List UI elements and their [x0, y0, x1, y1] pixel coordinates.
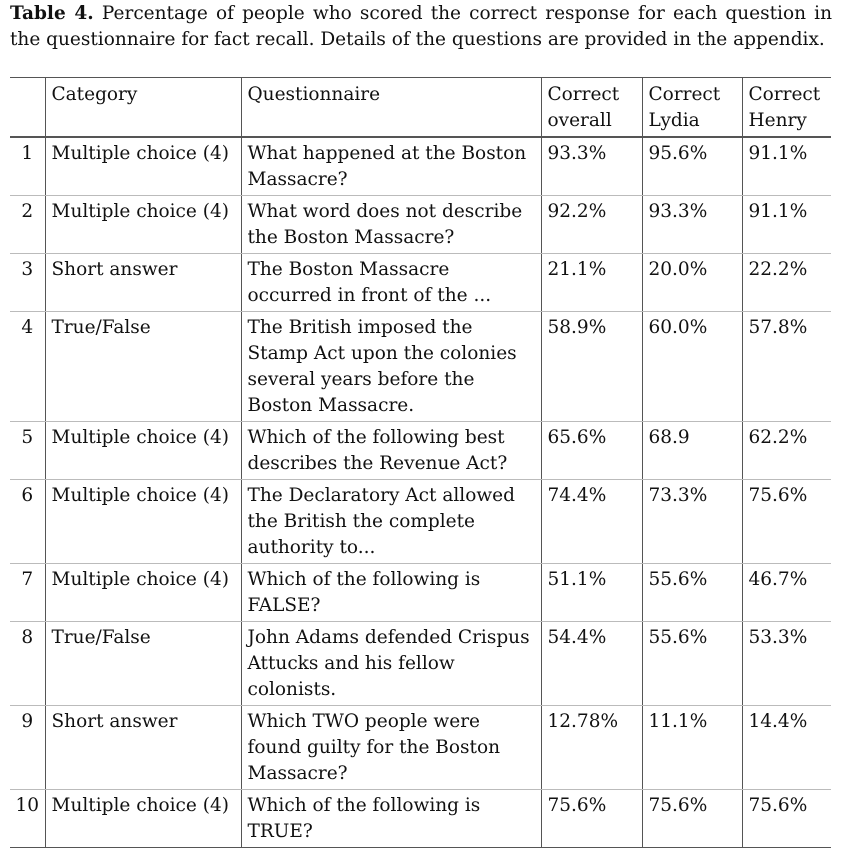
row-correct-overall: 65.6% — [541, 422, 642, 480]
row-correct-lydia: 75.6% — [642, 790, 742, 848]
row-correct-overall: 74.4% — [541, 480, 642, 564]
table-row — [10, 706, 831, 790]
row-number: 7 — [10, 564, 45, 622]
row-correct-overall: 75.6% — [541, 790, 642, 848]
row-correct-henry: 75.6% — [742, 790, 831, 848]
row-question: The British imposed the Stamp Act upon the colonies several years before the Boston Massacre. — [241, 312, 541, 422]
table-row — [10, 480, 831, 564]
row-question: What happened at the Boston Massacre? — [241, 137, 541, 196]
caption-text: Percentage of people who scored the correct response for each question in the questionnaire for fact recall. Details of the questions are provided in the appendix. — [10, 3, 832, 50]
row-correct-lydia: 55.6% — [642, 622, 742, 706]
row-correct-overall: 21.1% — [541, 254, 642, 312]
row-correct-henry: 46.7% — [742, 564, 831, 622]
row-question: What word does not describe the Boston Massacre? — [241, 196, 541, 254]
row-category: True/False — [45, 622, 241, 706]
row-category: Multiple choice (4) — [45, 564, 241, 622]
header-category: Category — [45, 78, 241, 138]
row-correct-henry: 62.2% — [742, 422, 831, 480]
row-category: Multiple choice (4) — [45, 790, 241, 848]
table-row — [10, 196, 831, 254]
header-number — [10, 78, 45, 138]
table-row — [10, 564, 831, 622]
header-correct-lydia: Correct Lydia — [642, 78, 742, 138]
table-header — [10, 78, 831, 138]
header-correct-overall: Correct overall — [541, 78, 642, 138]
table-row — [10, 790, 831, 848]
row-question: The Declaratory Act allowed the British the complete authority to... — [241, 480, 541, 564]
table-row — [10, 312, 831, 422]
row-correct-overall: 12.78% — [541, 706, 642, 790]
row-question: Which of the following best describes the Revenue Act? — [241, 422, 541, 480]
row-number: 8 — [10, 622, 45, 706]
row-question: Which TWO people were found guilty for the Boston Massacre? — [241, 706, 541, 790]
row-correct-lydia: 60.0% — [642, 312, 742, 422]
row-category: Short answer — [45, 706, 241, 790]
row-correct-lydia: 93.3% — [642, 196, 742, 254]
table-caption — [10, 0, 832, 53]
row-category: True/False — [45, 312, 241, 422]
table-row — [10, 622, 831, 706]
row-number: 4 — [10, 312, 45, 422]
row-category: Short answer — [45, 254, 241, 312]
row-correct-overall: 58.9% — [541, 312, 642, 422]
row-question: Which of the following is FALSE? — [241, 564, 541, 622]
row-correct-henry: 57.8% — [742, 312, 831, 422]
header-questionnaire: Questionnaire — [241, 78, 541, 138]
row-correct-overall: 93.3% — [541, 137, 642, 196]
table-row — [10, 254, 831, 312]
row-correct-lydia: 95.6% — [642, 137, 742, 196]
row-number: 10 — [10, 790, 45, 848]
row-question: John Adams defended Crispus Attucks and his fellow colonists. — [241, 622, 541, 706]
row-correct-henry: 75.6% — [742, 480, 831, 564]
row-number: 2 — [10, 196, 45, 254]
row-category: Multiple choice (4) — [45, 480, 241, 564]
row-correct-overall: 51.1% — [541, 564, 642, 622]
row-correct-lydia: 55.6% — [642, 564, 742, 622]
row-correct-henry: 22.2% — [742, 254, 831, 312]
caption-label: Table 4. — [10, 3, 94, 24]
row-number: 1 — [10, 137, 45, 196]
row-correct-henry: 91.1% — [742, 196, 831, 254]
row-correct-lydia: 20.0% — [642, 254, 742, 312]
header-row — [10, 78, 831, 138]
header-correct-henry: Correct Henry — [742, 78, 831, 138]
row-correct-lydia: 11.1% — [642, 706, 742, 790]
table-row — [10, 137, 831, 196]
row-correct-henry: 14.4% — [742, 706, 831, 790]
row-correct-overall: 92.2% — [541, 196, 642, 254]
row-correct-lydia: 73.3% — [642, 480, 742, 564]
row-question: Which of the following is TRUE? — [241, 790, 541, 848]
row-category: Multiple choice (4) — [45, 196, 241, 254]
results-table — [10, 77, 831, 848]
row-correct-lydia: 68.9 — [642, 422, 742, 480]
row-category: Multiple choice (4) — [45, 422, 241, 480]
row-question: The Boston Massacre occurred in front of the ... — [241, 254, 541, 312]
row-correct-overall: 54.4% — [541, 622, 642, 706]
row-number: 9 — [10, 706, 45, 790]
row-category: Multiple choice (4) — [45, 137, 241, 196]
table-row — [10, 422, 831, 480]
row-number: 6 — [10, 480, 45, 564]
row-number: 3 — [10, 254, 45, 312]
table-body — [10, 137, 831, 848]
row-correct-henry: 91.1% — [742, 137, 831, 196]
row-number: 5 — [10, 422, 45, 480]
row-correct-henry: 53.3% — [742, 622, 831, 706]
